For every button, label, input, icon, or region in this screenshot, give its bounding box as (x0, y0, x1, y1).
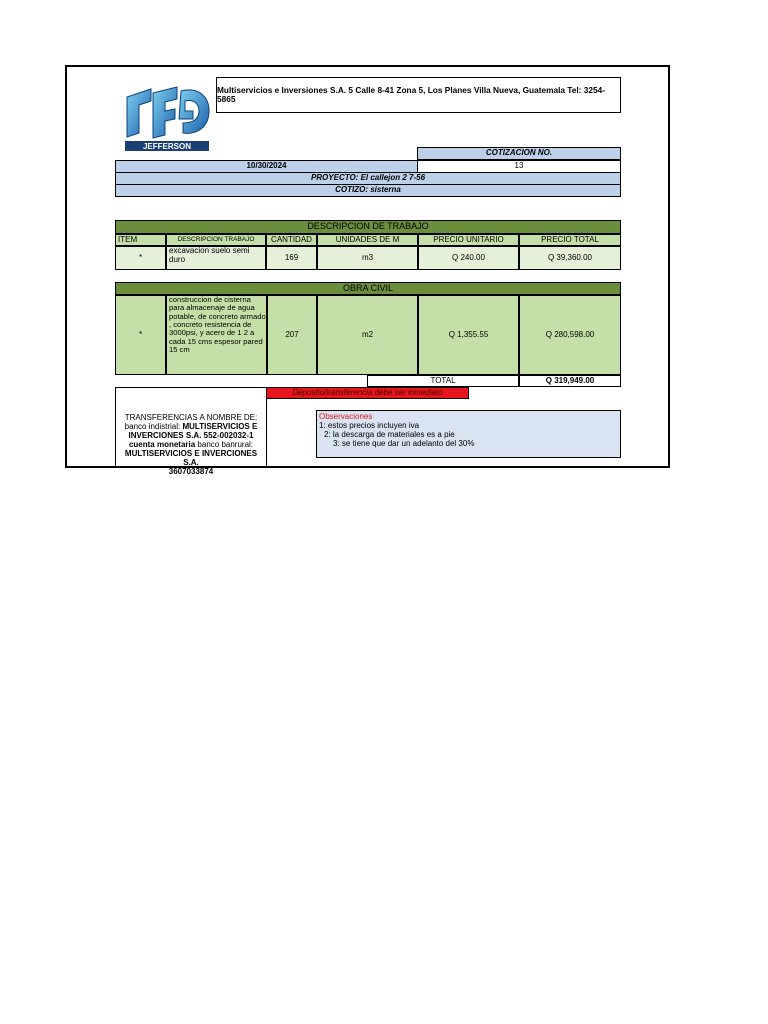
col-precio-unitario: PRECIO UNITARIO (418, 234, 519, 246)
trabajo-unitario: Q 240.00 (418, 246, 519, 270)
total-value: Q 319,949.00 (519, 375, 621, 387)
trabajo-cantidad: 169 (266, 246, 317, 270)
company-logo (121, 81, 213, 153)
col-cantidad: CANTIDAD (266, 234, 317, 246)
cotizo-row: COTIZO: sisterna (115, 184, 621, 197)
observacion-item: 1: estos precios incluyen iva (319, 421, 420, 430)
observaciones-title: Observaciones (319, 412, 373, 421)
logo-text: JEFFERSON (142, 142, 192, 151)
company-name: Multiservicios e Inversiones S.A. 5 Calle 8-41 Zona 5, Los Planes Villa Nueva, Guatemala Tel: 3254-5865 (217, 84, 605, 104)
company-header (216, 77, 621, 113)
observacion-item: 2: la descarga de materiales es a pie (324, 430, 455, 439)
quote-date: 10/30/2024 (115, 160, 418, 173)
deposito-banner: Deposito/transferencia debe ser inmediato (266, 387, 469, 399)
obra-title: OBRA CIVIL (115, 282, 621, 295)
cotizacion-label: COTIZACION NO. (417, 147, 621, 160)
col-item: ITEM (115, 234, 166, 246)
cotizacion-number: 13 (417, 160, 621, 173)
obra-unitario: Q 1,355.55 (418, 295, 519, 375)
col-precio-total: PRECIO TOTAL (519, 234, 621, 246)
trabajo-item: * (115, 246, 166, 270)
obra-cantidad: 207 (267, 295, 317, 375)
logo-graphic (121, 81, 213, 153)
proyecto-row: PROYECTO: El callejon 2 7-56 (115, 172, 621, 185)
obra-item: * (115, 295, 166, 375)
obra-unidad: m2 (317, 295, 418, 375)
col-unidades: UNIDADES DE M (317, 234, 418, 246)
obra-desc: construccion de cisterna para almacenaje de agua potable, de concreto armado , concreto resistencia de 3000psi, y acero de 1 2 a cada 15 cms espesor pared 15 cm (166, 295, 267, 375)
trabajo-unidad: m3 (317, 246, 418, 270)
obra-total: Q 280,598.00 (519, 295, 621, 375)
col-descripcion: DESCRIPCION TRABAJO (166, 234, 266, 246)
observaciones-box (316, 410, 621, 458)
total-label: TOTAL (367, 375, 519, 387)
trabajo-desc: excavacion suelo semi duro (166, 246, 266, 270)
trabajo-total: Q 39,360.00 (519, 246, 621, 270)
observacion-item: 3: se tiene que dar un adelanto del 30% (333, 439, 475, 448)
transfer-text: TRANSFERENCIAS A NOMBRE DE: banco indistrial: MULTISERVICIOS E INVERCIONES S.A. 552-002032-1 cuenta monetaria banco banrural: MULTISERVICIOS E INVERCIONES S.A. 3607033874 (124, 413, 258, 476)
trabajo-title: DESCRIPCION DE TRABAJO (115, 220, 621, 234)
